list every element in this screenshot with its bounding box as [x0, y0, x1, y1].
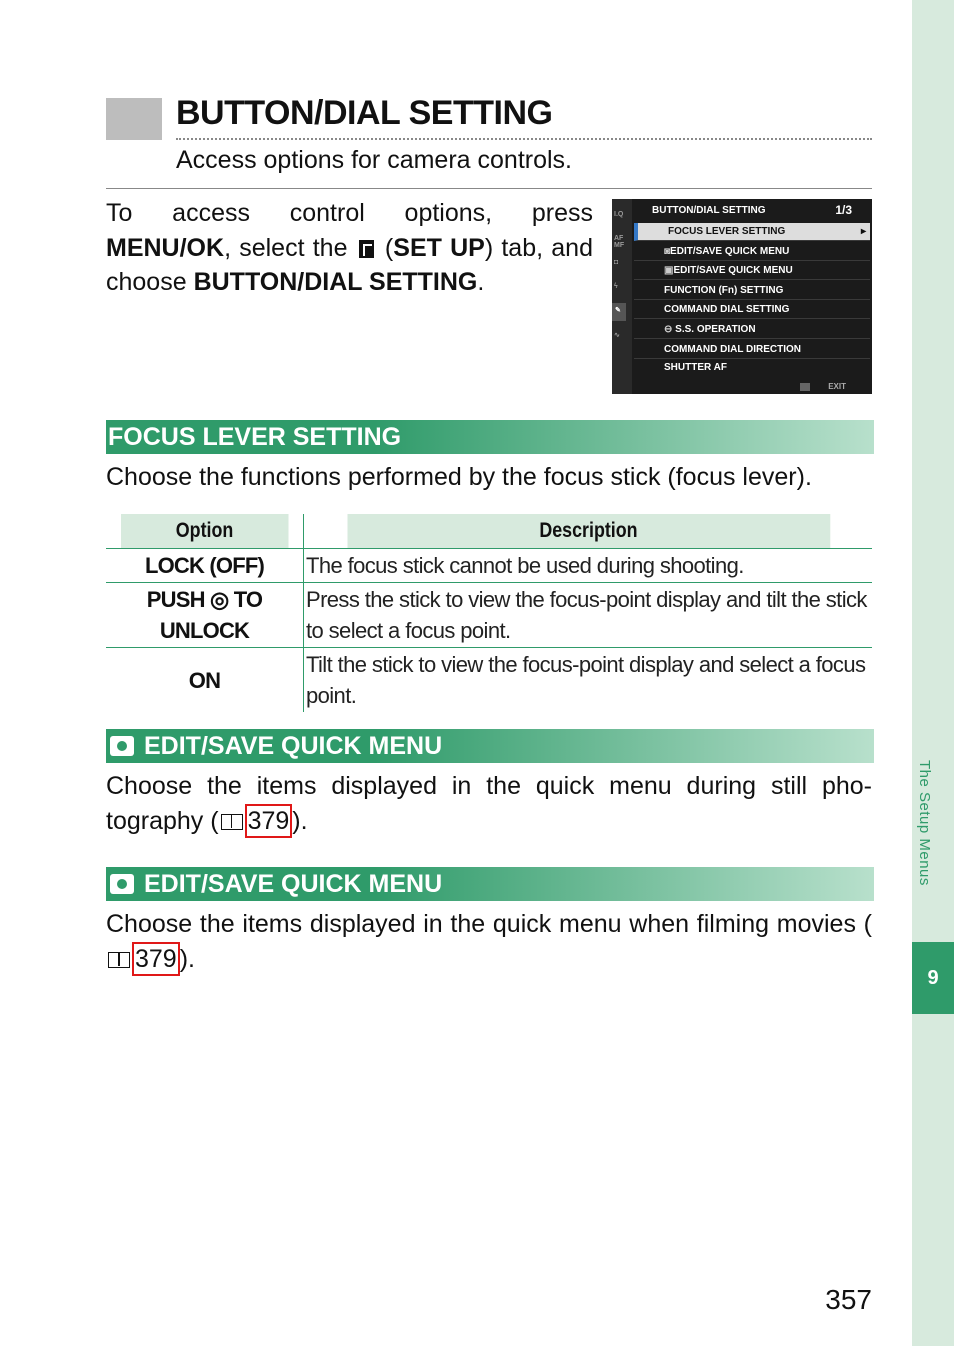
page-number: 357 [825, 1284, 872, 1315]
quick-menu-still-text: Choose the items displayed in the quick menu during still photography ( 379 ). [106, 769, 872, 839]
setup-tab-label: SET UP [393, 233, 485, 262]
table-header-option: Option [121, 514, 289, 549]
side-band [912, 0, 954, 1346]
focus-lever-description: Choose the functions performed by the focus stick (focus lever). [106, 463, 812, 491]
description-cell: Press the stick to view the focus-point display and tilt the stick to select a focus point. [304, 583, 873, 648]
movie-camera-icon [110, 874, 134, 894]
intro-paragraph: To access control options, press MENU/OK, select the (SET UP) tab, and choose BUTTON/DIAL SETTING. [106, 199, 593, 296]
title-dotted-rule [176, 138, 872, 140]
section-header-focus-lever: FOCUS LEVER SETTING [106, 420, 874, 454]
book-icon [221, 814, 243, 830]
camera-menu-item[interactable]: COMMAND DIAL DIRECTION [634, 341, 870, 359]
option-cell: LOCK (OFF) [106, 549, 304, 583]
header-rule [106, 188, 872, 189]
option-cell: PUSH ◎ TO UNLOCK [106, 583, 304, 648]
page-title: BUTTON/DIAL SETTING [176, 94, 553, 132]
option-cell: ON [106, 648, 304, 713]
table-row [106, 648, 872, 713]
camera-menu-page: 1/3 [835, 203, 852, 217]
camera-menu-item[interactable]: ◙EDIT/SAVE QUICK MENU [634, 243, 870, 261]
page-ref-link[interactable]: 379 [245, 804, 293, 838]
camera-icon [110, 736, 134, 756]
camera-menu-item[interactable]: FOCUS LEVER SETTING ▸ [634, 223, 870, 241]
section-side-label: The Setup Menus [916, 760, 933, 886]
options-table [106, 514, 872, 712]
tab-shooting-icon: ◘ [614, 259, 619, 266]
book-icon [108, 952, 130, 968]
camera-menu-item[interactable]: SHUTTER AF [664, 362, 727, 373]
page-subtitle: Access options for camera controls. [176, 146, 572, 174]
camera-menu-item[interactable]: ▣EDIT/SAVE QUICK MENU [634, 262, 870, 280]
page-ref-link[interactable]: 379 [132, 942, 180, 976]
description-cell: Tilt the stick to view the focus-point display and select a focus point. [306, 652, 866, 708]
description-cell: The focus stick cannot be used during shooting. [304, 549, 873, 583]
quick-menu-movie-text: Choose the items displayed in the quick menu when filming movies (379 ). [106, 907, 872, 977]
camera-menu-item[interactable]: ⊖ S.S. OPERATION [634, 321, 870, 339]
table-header-description: Description [346, 514, 829, 549]
tab-iq-icon: I.Q [614, 211, 624, 218]
section-header-quick-menu-movie: EDIT/SAVE QUICK MENU [106, 867, 874, 901]
section-header-quick-menu-still: EDIT/SAVE QUICK MENU [106, 729, 874, 763]
chapter-tab[interactable]: 9 [912, 942, 954, 1014]
camera-menu-item[interactable]: FUNCTION (Fn) SETTING [634, 282, 870, 300]
camera-menu-tab-strip [612, 199, 632, 394]
camera-menu-exit[interactable]: EXIT [828, 382, 846, 391]
table-row [106, 583, 872, 648]
back-button-icon [800, 383, 810, 391]
tab-af-icon: AF MF [614, 235, 625, 249]
camera-menu-item[interactable]: COMMAND DIAL SETTING [634, 301, 870, 319]
tab-setup-icon: ✎ [612, 303, 626, 321]
setup-tab-icon [359, 240, 374, 258]
tab-flash-icon: ϟ [614, 283, 618, 290]
tab-movie-icon: ∿ [614, 332, 620, 339]
camera-menu-screenshot [612, 199, 872, 394]
menu-ok-button-label: MENU/OK [106, 233, 225, 262]
camera-menu-heading: BUTTON/DIAL SETTING [652, 205, 766, 216]
menu-item-label: BUTTON/DIAL SETTING [193, 268, 478, 296]
title-marker [106, 98, 162, 140]
table-row [106, 549, 872, 583]
